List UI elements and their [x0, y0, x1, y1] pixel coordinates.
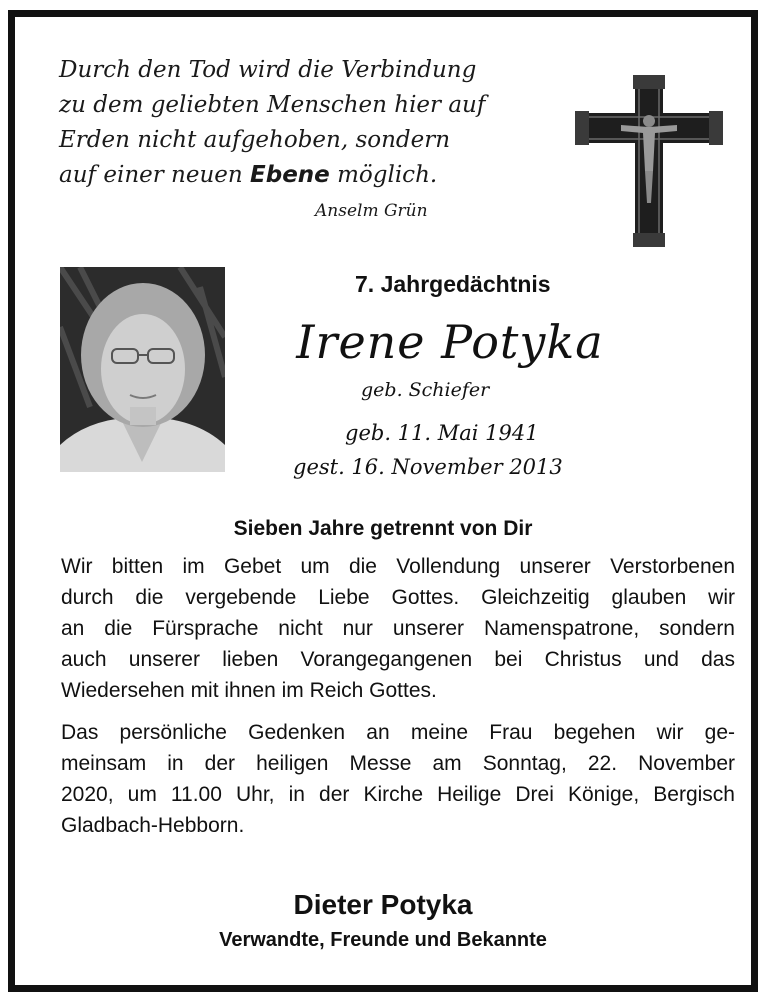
maiden-name: geb. Schiefer	[361, 379, 490, 401]
text-line: auch unserer lieben Vorangegangenen bei Christus und das	[61, 648, 735, 671]
quote-text: möglich.	[329, 162, 438, 188]
paragraph-prayer	[61, 551, 735, 706]
anniversary-title: 7. Jahrgedächtnis	[355, 271, 551, 297]
subheading: Sieben Jahre getrennt von Dir	[233, 517, 533, 540]
quote-emphasis: Ebene	[250, 162, 330, 188]
quote-line: Erden nicht aufgehoben, sondern	[59, 127, 451, 153]
text-line: Gladbach-Hebborn.	[61, 814, 245, 837]
signature-others: Verwandte, Freunde und Bekannte	[219, 929, 547, 951]
text-line: meinsam in der heiligen Messe am Sonntag, 22. November	[61, 752, 735, 775]
text-line: durch die vergebende Liebe Gottes. Gleichzeitig glauben wir	[61, 586, 735, 609]
quote-line-last	[59, 158, 529, 193]
obituary-notice	[8, 10, 758, 992]
text-line: 2020, um 11.00 Uhr, in der Kirche Heilige Drei Könige, Bergisch	[61, 783, 735, 806]
quote-author: Anselm Grün	[315, 201, 428, 221]
text-line: an die Fürsprache nicht nur unserer Namenspatrone, sondern	[61, 617, 735, 640]
text-line: Wiedersehen mit ihnen im Reich Gottes.	[61, 679, 437, 702]
quote-text: auf einer neuen	[59, 162, 251, 188]
portrait-photo	[60, 267, 225, 472]
text-line: Wir bitten im Gebet um die Vollendung unserer Verstorbenen	[61, 555, 735, 578]
signature-name: Dieter Potyka	[293, 889, 473, 920]
paragraph-mass	[61, 717, 735, 841]
birth-date: geb. 11. Mai 1941	[345, 421, 539, 445]
quote-line: zu dem geliebten Menschen hier auf	[59, 92, 486, 118]
text-line: Das persönliche Gedenken an meine Frau begehen wir ge-	[61, 721, 735, 744]
deceased-name: Irene Potyka	[296, 315, 604, 369]
quote-line: Durch den Tod wird die Verbindung	[59, 57, 477, 83]
quote	[59, 53, 529, 193]
crucifix-icon	[575, 75, 723, 249]
death-date: gest. 16. November 2013	[293, 455, 563, 479]
